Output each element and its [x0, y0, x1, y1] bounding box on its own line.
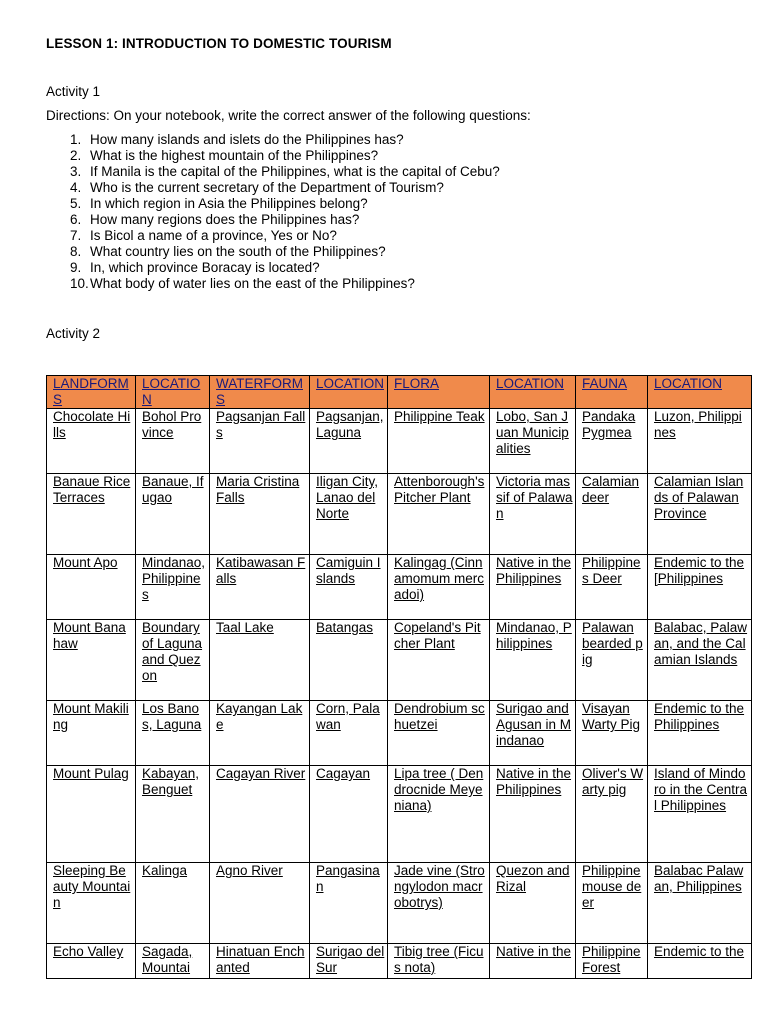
table-cell-text: Surigao and Agusan in Mindanao: [496, 701, 572, 748]
question-number: 6.: [70, 212, 82, 227]
table-cell: [47, 863, 136, 944]
table-cell-text: Calamian Islands of Palawan Province: [654, 474, 744, 521]
table-cell-text: Native in the Philippines: [496, 766, 572, 797]
table-cell-text: Chocolate Hills: [53, 409, 131, 440]
table-cell-text: Quezon and Rizal: [496, 863, 570, 894]
table-cell-text: Lobo, San Juan Municipalities: [496, 409, 569, 456]
table-cell: [576, 474, 648, 555]
table-cell-text: Echo Valley: [53, 944, 124, 959]
table-cell: [47, 701, 136, 766]
table-cell: [388, 863, 490, 944]
table-header-cell: LOCATION: [648, 376, 752, 409]
table-cell-text: Dendrobium schuetzei: [394, 701, 485, 732]
table-cell-text: Oliver's Warty pig: [582, 766, 644, 797]
table-cell: [388, 944, 490, 979]
activity-2-heading: Activity 2: [46, 326, 101, 341]
table-cell: [210, 555, 310, 620]
table-cell: [310, 555, 388, 620]
table-cell: [310, 701, 388, 766]
table-cell: [136, 701, 210, 766]
table-cell-text: Agno River: [216, 863, 283, 878]
table-cell: [388, 701, 490, 766]
table-cell-text: Copeland's Pitcher Plant: [394, 620, 481, 651]
question-number: 8.: [70, 244, 82, 259]
table-cell-text: Kalingag (Cinnamomum mercadoi): [394, 555, 485, 602]
question-item: [46, 260, 500, 276]
table-cell-text: Endemic to the: [654, 944, 745, 959]
table-cell: [648, 863, 752, 944]
table-cell-text: Endemic to the Philippines: [654, 701, 745, 732]
table-cell-text: Sleeping Beauty Mountain: [53, 863, 131, 910]
table-cell: [388, 766, 490, 863]
table-cell: [576, 863, 648, 944]
question-text: Who is the current secretary of the Department of Tourism?: [90, 180, 444, 195]
table-cell-text: Pagsanjan, Laguna: [316, 409, 384, 440]
table-cell: [490, 620, 576, 701]
table-cell-text: Lipa tree ( Dendrocnide Meyeniana): [394, 766, 484, 813]
table-cell-text: Pangasinan: [316, 863, 380, 894]
table-cell-text: Endemic to the [Philippines: [654, 555, 745, 586]
question-text: What is the highest mountain of the Philippines?: [90, 148, 379, 163]
table-cell: [210, 620, 310, 701]
table-cell: [490, 474, 576, 555]
table-cell-text: Native in the: [496, 944, 572, 959]
table-cell: [47, 620, 136, 701]
question-number: 7.: [70, 228, 82, 243]
table-header-cell: LOCATION: [490, 376, 576, 409]
table-cell-text: Mount Banahaw: [53, 620, 126, 651]
table-cell: [648, 701, 752, 766]
table-cell: [388, 409, 490, 474]
table-cell-text: Philippines Deer: [582, 555, 641, 586]
question-text: If Manila is the capital of the Philippines, what is the capital of Cebu?: [90, 164, 500, 179]
table-cell: [47, 474, 136, 555]
table-cell: [648, 409, 752, 474]
table-cell: [648, 620, 752, 701]
table-cell: [136, 766, 210, 863]
table-cell: [388, 474, 490, 555]
table-cell: [210, 863, 310, 944]
question-text: How many islands and islets do the Philippines has?: [90, 132, 404, 147]
table-cell: [136, 555, 210, 620]
table-cell: [490, 766, 576, 863]
table-header-row: [47, 376, 752, 409]
table-cell: [388, 555, 490, 620]
table-cell-text: Palawan bearded pig: [582, 620, 643, 667]
table-cell: [210, 766, 310, 863]
table-cell: [310, 409, 388, 474]
table-cell-text: Bohol Province: [142, 409, 202, 440]
table-header-cell: FAUNA: [576, 376, 648, 409]
table-cell: [136, 474, 210, 555]
question-number: 5.: [70, 196, 82, 211]
table-cell-text: Iligan City, Lanao del Norte: [316, 474, 379, 521]
table-cell-text: Sagada, Mountai: [142, 944, 193, 975]
question-text: In which region in Asia the Philippines belong?: [90, 196, 368, 211]
table-cell-text: Pandaka Pygmea: [582, 409, 636, 440]
table-header-cell: WATERFORMS: [210, 376, 310, 409]
table-cell: [576, 409, 648, 474]
table-cell-text: Kalinga: [142, 863, 188, 878]
table-row: [47, 409, 752, 474]
activity-1-directions: Directions: On your notebook, write the correct answer of the following questions:: [46, 108, 531, 123]
table-cell-text: Visayan Warty Pig: [582, 701, 641, 732]
table-header-cell: LOCATION: [310, 376, 388, 409]
table-cell-text: Jade vine (Strongylodon macrobotrys): [394, 863, 485, 910]
table-row: [47, 863, 752, 944]
table-cell-text: Philippine Teak: [394, 409, 485, 424]
table-cell-text: Mindanao, Philippines: [496, 620, 572, 651]
table-cell-text: Victoria massif of Palawan: [496, 474, 573, 521]
table-header-cell: LOCATION: [136, 376, 210, 409]
table-cell-text: Philippine mouse deer: [582, 863, 642, 910]
question-text: Is Bicol a name of a province, Yes or No?: [90, 228, 337, 243]
question-item: [46, 132, 500, 148]
question-item: [46, 228, 500, 244]
table-cell: [136, 944, 210, 979]
table-cell: [136, 620, 210, 701]
table-cell: [490, 944, 576, 979]
question-number: 9.: [70, 260, 82, 275]
table-cell-text: Los Banos, Laguna: [142, 701, 202, 732]
table-cell-text: Banaue, Ifugao: [142, 474, 204, 505]
table-header-cell: LANDFORMS: [47, 376, 136, 409]
table-cell-text: Mount Makiling: [53, 701, 129, 732]
table-cell: [136, 863, 210, 944]
table-cell: [210, 474, 310, 555]
table-cell: [576, 766, 648, 863]
table-cell: [576, 701, 648, 766]
question-number: 4.: [70, 180, 82, 195]
table-cell-text: Mindanao, Philippines: [142, 555, 206, 602]
activity-1-heading: Activity 1: [46, 84, 101, 99]
table-cell: [576, 944, 648, 979]
table-cell-text: Balabac, Palawan, and the Calamian Islands: [654, 620, 748, 667]
table-cell: [490, 701, 576, 766]
question-list: [46, 132, 500, 292]
table-cell-text: Banaue Rice Terraces: [53, 474, 131, 505]
question-item: [46, 180, 500, 196]
table-cell-text: Surigao del Sur: [316, 944, 385, 975]
table-row: [47, 620, 752, 701]
table-cell: [648, 555, 752, 620]
table-cell: [310, 766, 388, 863]
table-cell-text: Cagayan: [316, 766, 371, 781]
table-cell: [210, 944, 310, 979]
table-cell: [648, 474, 752, 555]
question-text: In, which province Boracay is located?: [90, 260, 320, 275]
table-cell: [576, 555, 648, 620]
table-cell: [210, 409, 310, 474]
table-row: [47, 555, 752, 620]
table-cell-text: Luzon, Philippines: [654, 409, 742, 440]
table-cell-text: Island of Mindoro in the Central Philippines: [654, 766, 748, 813]
table-cell: [388, 620, 490, 701]
table-header-cell: FLORA: [388, 376, 490, 409]
table-cell: [47, 766, 136, 863]
table-cell-text: Corn, Palawan: [316, 701, 380, 732]
table-cell-text: Kabayan, Benguet: [142, 766, 200, 797]
question-text: What body of water lies on the east of the Philippines?: [90, 276, 415, 291]
table-cell: [648, 766, 752, 863]
table-row: [47, 944, 752, 979]
table-cell: [648, 944, 752, 979]
table-cell-text: Camiguin Islands: [316, 555, 381, 586]
table-cell-text: Mount Apo: [53, 555, 118, 570]
table-cell-text: Balabac Palawan, Philippines: [654, 863, 744, 894]
table-cell-text: Cagayan River: [216, 766, 306, 781]
page-title: LESSON 1: INTRODUCTION TO DOMESTIC TOURISM: [46, 36, 392, 51]
table-cell-text: Mount Pulag: [53, 766, 129, 781]
table-cell: [490, 409, 576, 474]
table-cell-text: Native in the Philippines: [496, 555, 572, 586]
question-item: [46, 164, 500, 180]
table-cell-text: Boundary of Laguna and Quezon: [142, 620, 203, 683]
table-row: [47, 474, 752, 555]
table-cell-text: Maria Cristina Falls: [216, 474, 300, 505]
table-cell-text: Attenborough's Pitcher Plant: [394, 474, 485, 505]
table-cell-text: Tibig tree (Ficus nota): [394, 944, 484, 975]
table-cell: [576, 620, 648, 701]
table-cell-text: Taal Lake: [216, 620, 274, 635]
question-number: 2.: [70, 148, 82, 163]
question-item: [46, 244, 500, 260]
question-item: [46, 148, 500, 164]
table-cell: [310, 474, 388, 555]
table-cell-text: Kayangan Lake: [216, 701, 303, 732]
table-cell: [136, 409, 210, 474]
table-cell: [490, 863, 576, 944]
question-item: [46, 212, 500, 228]
table-row: [47, 766, 752, 863]
table-cell: [47, 944, 136, 979]
question-item: [46, 196, 500, 212]
table-cell: [310, 863, 388, 944]
table-cell: [310, 944, 388, 979]
question-text: What country lies on the south of the Philippines?: [90, 244, 386, 259]
table-cell: [47, 409, 136, 474]
table-cell-text: Hinatuan Enchanted: [216, 944, 305, 975]
table-cell: [310, 620, 388, 701]
question-number: 1.: [70, 132, 82, 147]
tourism-table: [46, 375, 752, 979]
table-cell-text: Katibawasan Falls: [216, 555, 306, 586]
table-cell-text: Calamian deer: [582, 474, 640, 505]
table-cell: [47, 555, 136, 620]
table-cell-text: Pagsanjan Falls: [216, 409, 306, 440]
question-number: 10.: [70, 276, 89, 291]
question-text: How many regions does the Philippines has?: [90, 212, 360, 227]
table-cell: [490, 555, 576, 620]
table-cell-text: Philippine Forest: [582, 944, 641, 975]
question-item: [46, 276, 500, 292]
table-cell-text: Batangas: [316, 620, 374, 635]
question-number: 3.: [70, 164, 82, 179]
table-row: [47, 701, 752, 766]
table-cell: [210, 701, 310, 766]
